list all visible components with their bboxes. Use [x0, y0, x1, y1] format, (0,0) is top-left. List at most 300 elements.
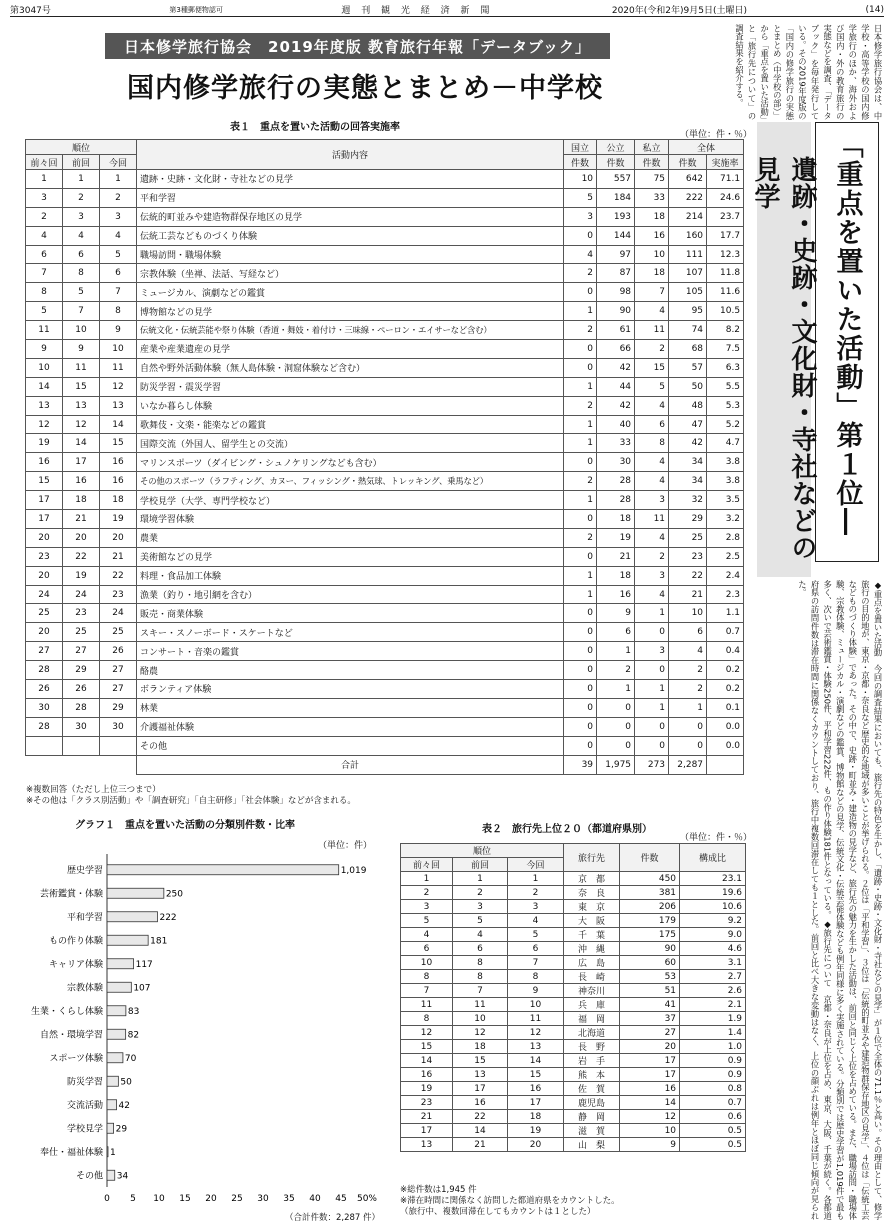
- table-cell: 0: [564, 642, 597, 661]
- table-cell: 4.6: [680, 942, 746, 956]
- table-cell: 3: [508, 900, 564, 914]
- table-cell: 10: [564, 170, 597, 189]
- table1-count-header: 件数: [669, 155, 707, 170]
- table-cell: 2.3: [707, 585, 744, 604]
- table-cell: 26: [26, 680, 63, 699]
- table1-prev-header: 前回: [63, 155, 100, 170]
- table-cell: 50: [669, 377, 707, 396]
- table-row: [401, 1110, 746, 1124]
- table-cell: 1: [564, 566, 597, 585]
- table-cell: 0.1: [707, 698, 744, 717]
- table-cell: 214: [669, 207, 707, 226]
- table-cell: 23: [100, 585, 137, 604]
- activity-name: その他: [137, 736, 564, 755]
- chart-tick-label: 50%: [356, 1194, 378, 1204]
- table-cell: 25: [26, 604, 63, 623]
- chart-value-label: 83: [127, 1006, 140, 1017]
- table-cell: 5: [26, 302, 63, 321]
- table-cell: 3.8: [707, 453, 744, 472]
- table-cell: 0.4: [707, 642, 744, 661]
- table-cell: 3: [564, 207, 597, 226]
- table-cell: 8: [508, 970, 564, 984]
- table-row: [401, 1096, 746, 1110]
- table1-total-header: 全体: [669, 140, 744, 155]
- table-cell: 33: [635, 188, 669, 207]
- headline-band: [750, 122, 817, 577]
- table-cell: 0.7: [680, 1096, 746, 1110]
- table-cell: 95: [669, 302, 707, 321]
- table-cell: 14: [63, 434, 100, 453]
- chart-bar: [107, 959, 134, 969]
- table-cell: 18: [453, 1040, 508, 1054]
- table-cell: 17: [26, 510, 63, 529]
- side-headline-1: 「重点を置いた活動」第１位―: [831, 131, 863, 537]
- table-cell: 12: [620, 1110, 680, 1124]
- activity-name: マリンスポーツ（ダイビング・シュノケリングなども含む）: [137, 453, 564, 472]
- chart-bar: [107, 1123, 114, 1133]
- side-headline-2: 遺跡・史跡・文化財・寺社などの見学: [750, 156, 817, 561]
- table-cell: 15: [63, 377, 100, 396]
- chart-category-label: 防災学習: [66, 1077, 103, 1088]
- activity-name: コンサート・音楽の鑑賞: [137, 642, 564, 661]
- destination-name: 長 野: [564, 1040, 620, 1054]
- total-label: 合計: [137, 755, 564, 774]
- table1-public-header: 公立: [597, 140, 635, 155]
- table-cell: 15: [401, 1040, 453, 1054]
- table-cell: 1: [635, 604, 669, 623]
- table-cell: 15: [635, 358, 669, 377]
- destination-name: 熊 本: [564, 1068, 620, 1082]
- table-cell: 3: [26, 188, 63, 207]
- table-cell: 6: [100, 264, 137, 283]
- table-cell: 0.9: [680, 1054, 746, 1068]
- table-cell: 12: [401, 1026, 453, 1040]
- table-cell: 25: [669, 528, 707, 547]
- activity-name: 料理・食品加工体験: [137, 566, 564, 585]
- table-cell: 16: [26, 453, 63, 472]
- table-cell: 7: [401, 984, 453, 998]
- activity-name: 学校見学（大学、専門学校など）: [137, 491, 564, 510]
- table-cell: 0: [564, 717, 597, 736]
- table-cell: 450: [620, 872, 680, 886]
- table-cell: 17: [620, 1054, 680, 1068]
- destination-name: 北海道: [564, 1026, 620, 1040]
- table-cell: 10: [635, 245, 669, 264]
- table-cell: 1.9: [680, 1012, 746, 1026]
- table-cell: 12: [508, 1026, 564, 1040]
- activity-name: ボランティア体験: [137, 680, 564, 699]
- table-cell: 22: [453, 1110, 508, 1124]
- table-cell: 13: [26, 396, 63, 415]
- masthead: [10, 3, 884, 17]
- table-cell: 28: [597, 472, 635, 491]
- table-cell: 179: [620, 914, 680, 928]
- table-cell: 20: [620, 1040, 680, 1054]
- table-cell: 27: [63, 642, 100, 661]
- table-cell: 20: [26, 566, 63, 585]
- table-cell: 17: [620, 1068, 680, 1082]
- table-cell: 0.2: [707, 680, 744, 699]
- table-cell: 1: [100, 170, 137, 189]
- table-cell: 34: [669, 472, 707, 491]
- table2-note-2: ※滞在時間に関係なく訪問した都道府県をカウントした。: [400, 1196, 620, 1206]
- table-cell: 10.6: [680, 900, 746, 914]
- table-cell: 15: [453, 1054, 508, 1068]
- table-cell: 24: [26, 585, 63, 604]
- table-row: [401, 970, 746, 984]
- table-cell: 13: [401, 1138, 453, 1152]
- table-row: [26, 717, 744, 736]
- chart-value-label: 50: [120, 1077, 132, 1088]
- table-cell: 12: [63, 415, 100, 434]
- destination-name: 奈 良: [564, 886, 620, 900]
- table-row: [26, 188, 744, 207]
- table-cell: 0: [564, 698, 597, 717]
- activity-name: 林業: [137, 698, 564, 717]
- table-cell: 22: [669, 566, 707, 585]
- table-cell: 5: [635, 377, 669, 396]
- table-row: [26, 358, 744, 377]
- table-cell: 5.3: [707, 396, 744, 415]
- table-row: [26, 661, 744, 680]
- table-cell: 37: [620, 1012, 680, 1026]
- table-cell: 4: [26, 226, 63, 245]
- table-cell: 2: [63, 188, 100, 207]
- activity-name: 伝統文化・伝統芸能や祭り体験（香道・舞妓・着付け・三味線・ペーロン・エイサーなど含む）: [137, 321, 564, 340]
- table-cell: 29: [669, 510, 707, 529]
- table-row: [26, 698, 744, 717]
- postal-registration: 第3種郵便物認可: [169, 5, 223, 14]
- chart-bar: [107, 982, 131, 992]
- graph1-caption: グラフ１ 重点を置いた活動の分類別件数・比率: [75, 820, 295, 831]
- activity-name: 自然や野外活動体験（無人島体験・洞窟体験など含む）: [137, 358, 564, 377]
- activity-name: 農業: [137, 528, 564, 547]
- table-cell: 4: [669, 642, 707, 661]
- table-cell: 8: [453, 970, 508, 984]
- activity-name: 美術館などの見学: [137, 547, 564, 566]
- table-row: [26, 604, 744, 623]
- table-cell: 98: [597, 283, 635, 302]
- table-cell: 3.8: [707, 472, 744, 491]
- table-cell: 0.8: [680, 1082, 746, 1096]
- table-cell: 0: [635, 717, 669, 736]
- total-cell: 39: [564, 755, 597, 774]
- table-cell: 27: [100, 680, 137, 699]
- activity-name: 職場訪問・職場体験: [137, 245, 564, 264]
- table-cell: 2.5: [707, 547, 744, 566]
- table-cell: 13: [453, 1068, 508, 1082]
- table1-note-1: ※複数回答（ただし上位三つまで）: [26, 785, 161, 795]
- table-cell: 2: [564, 321, 597, 340]
- table2-prev-header: 前回: [453, 858, 508, 872]
- table-cell: 18: [597, 510, 635, 529]
- table-cell: 3: [401, 900, 453, 914]
- table-row: [26, 434, 744, 453]
- chart-tick-label: 15: [179, 1194, 191, 1204]
- table-cell: 19.6: [680, 886, 746, 900]
- table-cell: 1: [564, 434, 597, 453]
- table-row: [26, 680, 744, 699]
- activities-table: [25, 139, 744, 775]
- chart-value-label: 222: [159, 912, 177, 923]
- table-cell: 8: [401, 1012, 453, 1026]
- table-cell: 4: [564, 245, 597, 264]
- table-cell: 105: [669, 283, 707, 302]
- table2-note-1: ※総件数は1,945 件: [400, 1185, 477, 1195]
- table-cell: 2: [100, 188, 137, 207]
- table-row: [26, 623, 744, 642]
- newspaper-name: 週 刊 観 光 経 済 新 聞: [341, 6, 494, 16]
- table-cell: 10: [453, 1012, 508, 1026]
- destination-name: 岩 手: [564, 1054, 620, 1068]
- table-row: [26, 736, 744, 755]
- table-cell: 6: [26, 245, 63, 264]
- table-cell: 8: [453, 956, 508, 970]
- table-cell: 9.2: [680, 914, 746, 928]
- chart-value-label: 181: [150, 936, 168, 947]
- table-cell: 0: [564, 680, 597, 699]
- chart-tick-label: 0: [104, 1194, 110, 1204]
- table-cell: 3: [635, 566, 669, 585]
- total-row: [26, 755, 744, 774]
- table-cell: 12: [26, 415, 63, 434]
- table-cell: 11: [26, 321, 63, 340]
- table-cell: 24: [63, 585, 100, 604]
- table-cell: 9: [620, 1138, 680, 1152]
- chart-value-label: 34: [116, 1171, 129, 1182]
- table-cell: 3.1: [680, 956, 746, 970]
- page-headline: 国内修学旅行の実態とまとめ－中学校: [127, 73, 603, 104]
- table-cell: 17: [63, 453, 100, 472]
- table-cell: 23.1: [680, 872, 746, 886]
- activity-name: 酪農: [137, 661, 564, 680]
- table-cell: 16: [597, 585, 635, 604]
- table-cell: 7: [63, 302, 100, 321]
- table-cell: 0.0: [707, 736, 744, 755]
- table-cell: 0: [597, 717, 635, 736]
- table-cell: 19: [26, 434, 63, 453]
- table-cell: 26: [63, 680, 100, 699]
- destination-name: 福 岡: [564, 1012, 620, 1026]
- table-cell: 18: [597, 566, 635, 585]
- table-cell: 4: [635, 585, 669, 604]
- chart-category-label: 生業・くらし体験: [30, 1006, 103, 1017]
- table-cell: 193: [597, 207, 635, 226]
- chart-category-label: 自然・環境学習: [39, 1030, 103, 1041]
- table-cell: 29: [100, 698, 137, 717]
- chart-bar: [107, 1006, 126, 1016]
- table-cell: 16: [401, 1068, 453, 1082]
- table-cell: 23: [63, 604, 100, 623]
- chart-bar: [107, 1147, 108, 1157]
- table-cell: 11: [508, 1012, 564, 1026]
- table-cell: 97: [597, 245, 635, 264]
- series-banner: 日本修学旅行協会 2019年度版 教育旅行年報「データブック」: [105, 33, 610, 59]
- activity-name: スキー・スノーボード・スケートなど: [137, 623, 564, 642]
- table-cell: 381: [620, 886, 680, 900]
- table-cell: 17: [508, 1096, 564, 1110]
- destination-name: 静 岡: [564, 1110, 620, 1124]
- table-cell: 9: [597, 604, 635, 623]
- table-cell: 16: [100, 472, 137, 491]
- table2-prev2-header: 前々回: [401, 858, 453, 872]
- table-cell: 1: [597, 680, 635, 699]
- table-cell: 6: [597, 623, 635, 642]
- chart-value-label: 82: [127, 1030, 140, 1041]
- table-cell: 28: [26, 661, 63, 680]
- table-cell: 17: [26, 491, 63, 510]
- destination-name: 滋 賀: [564, 1124, 620, 1138]
- table-row: [401, 984, 746, 998]
- destinations-table: [400, 843, 746, 1152]
- table-row: [401, 928, 746, 942]
- table-cell: 12: [100, 377, 137, 396]
- blank-cell: [26, 755, 137, 774]
- activity-name: 伝統的町並みや建造物群保存地区の見学: [137, 207, 564, 226]
- table-cell: 4: [453, 928, 508, 942]
- chart-tick-label: 35: [283, 1194, 295, 1204]
- table1-count-header: 件数: [635, 155, 669, 170]
- table-cell: 21: [401, 1110, 453, 1124]
- table-row: [26, 264, 744, 283]
- table-cell: 0.5: [680, 1124, 746, 1138]
- table-cell: 16: [620, 1082, 680, 1096]
- table-cell: 10: [63, 321, 100, 340]
- table-cell: 0: [564, 453, 597, 472]
- chart-bar: [107, 1053, 123, 1063]
- table-cell: 0.0: [707, 717, 744, 736]
- table-cell: 0: [635, 661, 669, 680]
- table-cell: 11.8: [707, 264, 744, 283]
- table-cell: [26, 736, 63, 755]
- table-cell: 7: [635, 283, 669, 302]
- table-cell: 0.5: [680, 1138, 746, 1152]
- chart-category-label: スポーツ体験: [49, 1053, 103, 1064]
- table-cell: 2.4: [707, 566, 744, 585]
- table-row: [26, 472, 744, 491]
- table-cell: 0: [564, 358, 597, 377]
- table-cell: 2: [401, 886, 453, 900]
- table-row: [401, 956, 746, 970]
- destination-name: 広 島: [564, 956, 620, 970]
- table1-activity-header: 活動内容: [137, 140, 564, 170]
- table-cell: 90: [620, 942, 680, 956]
- table-cell: 30: [100, 717, 137, 736]
- table-row: [26, 547, 744, 566]
- table-cell: 16: [100, 453, 137, 472]
- page-number: (14): [865, 4, 884, 15]
- table-cell: 10.5: [707, 302, 744, 321]
- table-cell: 1: [564, 491, 597, 510]
- table-cell: 0.7: [707, 623, 744, 642]
- table-cell: 42: [669, 434, 707, 453]
- activity-name: その他のスポーツ（ラフティング、カヌー、フィッシング・熱気球、トレッキング、乗馬など）: [137, 472, 564, 491]
- table-cell: 6.3: [707, 358, 744, 377]
- table-cell: 42: [597, 358, 635, 377]
- table-cell: 22: [63, 547, 100, 566]
- table-cell: 4: [63, 226, 100, 245]
- chart-tick-label: 40: [309, 1194, 321, 1204]
- table-cell: 10: [26, 358, 63, 377]
- table-cell: 9.0: [680, 928, 746, 942]
- table-cell: 1: [508, 872, 564, 886]
- table-cell: 87: [597, 264, 635, 283]
- chart-value-label: 70: [124, 1053, 137, 1064]
- chart-category-label: もの作り体験: [48, 936, 103, 947]
- table-cell: 7: [508, 956, 564, 970]
- table-cell: 1: [597, 642, 635, 661]
- table-cell: 7: [100, 283, 137, 302]
- table-cell: 2: [564, 396, 597, 415]
- table-cell: 22: [100, 566, 137, 585]
- activity-name: 平和学習: [137, 188, 564, 207]
- table-row: [401, 1082, 746, 1096]
- table-cell: 4.7: [707, 434, 744, 453]
- table-cell: 7.5: [707, 340, 744, 359]
- table-cell: 19: [597, 528, 635, 547]
- destination-name: 京 都: [564, 872, 620, 886]
- table-cell: 11: [401, 998, 453, 1012]
- table-row: [26, 510, 744, 529]
- table-cell: 40: [597, 415, 635, 434]
- table-cell: 2.8: [707, 528, 744, 547]
- destination-name: 山 梨: [564, 1138, 620, 1152]
- table-cell: 3: [635, 642, 669, 661]
- table-cell: 206: [620, 900, 680, 914]
- table-cell: 75: [635, 170, 669, 189]
- table-cell: 19: [401, 1082, 453, 1096]
- table-cell: 10: [620, 1124, 680, 1138]
- table-cell: 11: [635, 510, 669, 529]
- table-cell: 34: [669, 453, 707, 472]
- table-cell: 2: [669, 661, 707, 680]
- table-cell: 11: [100, 358, 137, 377]
- table1-rank-header: 順位: [26, 140, 137, 155]
- table-cell: [63, 736, 100, 755]
- table-cell: 5: [401, 914, 453, 928]
- table-cell: 1: [401, 872, 453, 886]
- table-row: [26, 453, 744, 472]
- destination-name: 沖 縄: [564, 942, 620, 956]
- table1-count-header: 件数: [597, 155, 635, 170]
- table-cell: 0: [564, 547, 597, 566]
- table-cell: 7: [453, 984, 508, 998]
- table-cell: 2: [669, 680, 707, 699]
- table-cell: 4: [508, 914, 564, 928]
- table-row: [401, 900, 746, 914]
- table-cell: 144: [597, 226, 635, 245]
- table-cell: 13: [100, 396, 137, 415]
- table2-count-header: 件数: [620, 844, 680, 872]
- table-cell: 2: [564, 472, 597, 491]
- table-cell: 0: [635, 736, 669, 755]
- table-cell: 1: [453, 872, 508, 886]
- table-cell: 71.1: [707, 170, 744, 189]
- activity-name: 宗教体験（坐禅、法話、写経など）: [137, 264, 564, 283]
- chart-tick-label: 45: [335, 1194, 347, 1204]
- activity-name: 歌舞伎・文楽・能楽などの鑑賞: [137, 415, 564, 434]
- table-cell: 24: [100, 604, 137, 623]
- table-cell: 60: [620, 956, 680, 970]
- table-cell: 0: [564, 661, 597, 680]
- activity-name: いなか暮らし体験: [137, 396, 564, 415]
- table-cell: 57: [669, 358, 707, 377]
- table-cell: 3.2: [707, 510, 744, 529]
- table-cell: 90: [597, 302, 635, 321]
- chart-bar: [107, 1100, 117, 1110]
- activity-name: 産業や産業遺産の見学: [137, 340, 564, 359]
- table-cell: 15: [26, 472, 63, 491]
